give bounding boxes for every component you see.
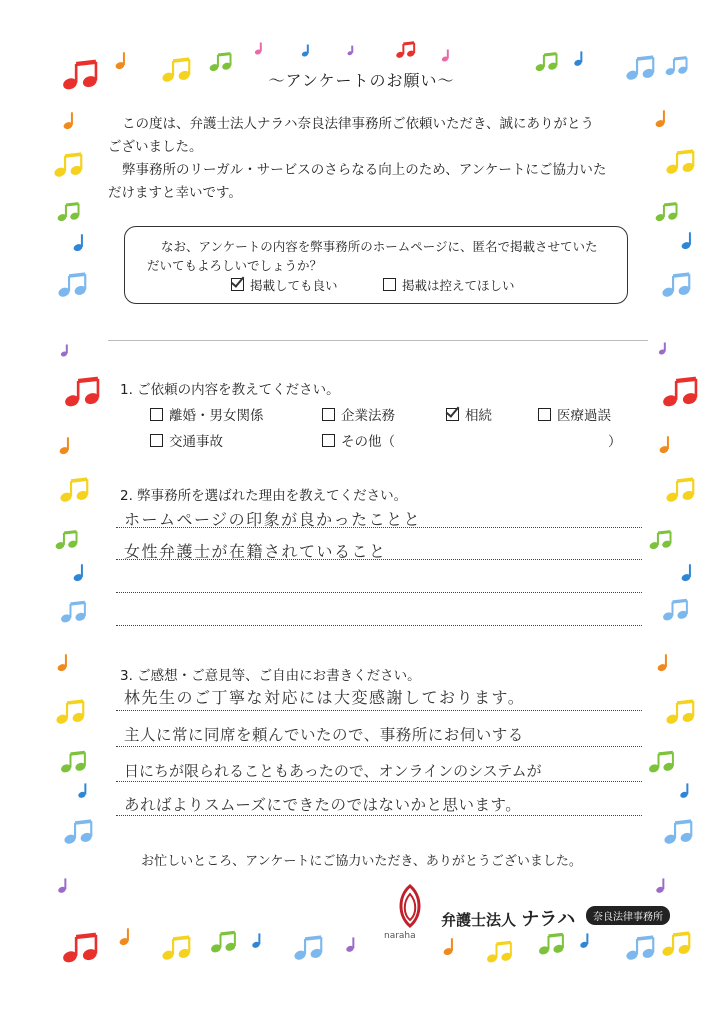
beamed-note-icon xyxy=(662,379,699,408)
q1-other-close-paren: ） xyxy=(608,434,622,450)
intro-line-3: 弊事務所のリーガル・サービスのさらなる向上のため、アンケートにご協力いた xyxy=(122,162,607,178)
firm-badge: 奈良法律事務所 xyxy=(586,906,670,925)
beamed-note-icon xyxy=(55,532,78,551)
beamed-note-icon xyxy=(55,701,85,725)
consent-option-no[interactable] xyxy=(383,276,515,294)
question-2: 2. 弊事務所を選ばれた理由を教えてください。 xyxy=(120,488,408,504)
naraha-logo-icon xyxy=(392,882,428,930)
consent-option-yes[interactable] xyxy=(231,276,338,294)
q2-answer-line-1: ホームページの印象が良かったことと xyxy=(124,510,422,529)
q1-option-divorce[interactable] xyxy=(150,404,264,424)
beamed-note-icon xyxy=(663,821,693,845)
intro-paragraph xyxy=(108,113,648,205)
beamed-note-icon xyxy=(63,821,93,845)
consent-option-yes-label: 掲載しても良い xyxy=(250,278,338,293)
music-note-icon xyxy=(57,654,68,672)
checkbox[interactable] xyxy=(383,278,396,291)
music-note-icon xyxy=(73,564,84,582)
answer-line xyxy=(116,527,642,528)
beamed-note-icon xyxy=(64,379,101,408)
beamed-note-icon xyxy=(53,154,83,178)
closing-message: お忙しいところ、アンケートにご協力いただき、ありがとうございました。 xyxy=(141,854,582,869)
music-note-icon xyxy=(73,234,84,252)
checkbox[interactable] xyxy=(150,408,163,421)
music-note-icon xyxy=(441,50,449,63)
q1-option-label: 交通事故 xyxy=(169,434,223,450)
answer-line xyxy=(116,710,642,711)
firm-name-main: ナラハ xyxy=(521,909,576,930)
music-note-icon xyxy=(254,43,262,56)
consent-text xyxy=(147,237,617,275)
music-note-icon xyxy=(655,110,666,128)
beamed-note-icon xyxy=(649,532,672,551)
beamed-note-icon xyxy=(625,937,655,961)
beamed-note-icon xyxy=(665,701,695,725)
music-note-icon xyxy=(57,878,66,893)
q1-option-label: 企業法務 xyxy=(341,408,395,424)
checkbox[interactable] xyxy=(322,408,335,421)
music-note-icon xyxy=(655,878,664,893)
checkbox[interactable] xyxy=(150,434,163,447)
music-note-icon xyxy=(345,937,354,952)
beamed-note-icon xyxy=(57,204,80,223)
q1-option-medical[interactable] xyxy=(538,404,611,424)
beamed-note-icon xyxy=(210,932,237,953)
music-note-icon xyxy=(658,343,666,356)
answer-line xyxy=(116,625,642,626)
beamed-note-icon xyxy=(648,752,675,773)
music-note-icon xyxy=(573,51,582,66)
music-note-icon xyxy=(301,45,309,58)
beamed-note-icon xyxy=(655,204,678,223)
intro-line-2: ございました。 xyxy=(108,139,203,155)
beamed-note-icon xyxy=(661,274,691,298)
q3-answer-line-1: 林先生のご丁寧な対応には大変感謝しております。 xyxy=(124,688,526,707)
music-note-icon xyxy=(251,933,260,948)
q1-option-traffic[interactable] xyxy=(150,430,223,450)
divider xyxy=(108,340,648,341)
beamed-note-icon xyxy=(661,933,691,957)
answer-line xyxy=(116,746,642,747)
answer-line xyxy=(116,559,642,560)
music-note-icon xyxy=(59,437,70,455)
beamed-note-icon xyxy=(60,602,87,623)
beamed-note-icon xyxy=(57,274,87,298)
checkbox[interactable] xyxy=(538,408,551,421)
music-note-icon xyxy=(63,112,74,130)
answer-line xyxy=(116,815,642,816)
q1-option-label: 医療過誤 xyxy=(557,408,611,424)
music-note-icon xyxy=(77,783,86,798)
firm-name xyxy=(441,905,575,931)
consent-option-no-label: 掲載は控えてほしい xyxy=(402,278,515,293)
beamed-note-icon xyxy=(665,151,695,175)
answer-line xyxy=(116,781,642,782)
q1-option-corporate[interactable] xyxy=(322,404,395,424)
beamed-note-icon xyxy=(62,935,99,964)
q2-answer-line-2: 女性弁護士が在籍されていること xyxy=(124,542,387,561)
checkbox-checked[interactable] xyxy=(446,408,459,421)
q1-option-inheritance[interactable] xyxy=(446,404,492,424)
checkbox-checked[interactable] xyxy=(231,278,244,291)
answer-line xyxy=(116,592,642,593)
question-3: 3. ご感想・ご意見等、ご自由にお書きください。 xyxy=(120,668,421,684)
question-1: 1. ご依頼の内容を教えてください。 xyxy=(120,382,340,398)
beamed-note-icon xyxy=(662,600,689,621)
beamed-note-icon xyxy=(60,752,87,773)
q3-answer-line-4: あればよりスムーズにできたのではないかと思います。 xyxy=(124,796,522,814)
consent-text-line-2: だいてもよろしいでしょうか？ xyxy=(147,258,323,273)
checkbox[interactable] xyxy=(322,434,335,447)
consent-box xyxy=(124,226,628,304)
beamed-note-icon xyxy=(161,937,191,961)
intro-line-4: だけますと幸いです。 xyxy=(108,185,242,201)
music-note-icon xyxy=(347,46,353,56)
beamed-note-icon xyxy=(538,934,565,955)
music-note-icon xyxy=(119,928,130,946)
beamed-note-icon xyxy=(665,479,695,503)
consent-text-line-1: なお、アンケートの内容を弊事務所のホームページに、匿名で掲載させていた xyxy=(161,239,598,254)
music-note-icon xyxy=(443,938,454,956)
logo-mark-text: naraha xyxy=(384,931,416,941)
q1-option-label: 相続 xyxy=(465,408,492,424)
music-note-icon xyxy=(681,564,692,582)
q3-answer-line-2: 主人に常に同席を頼んでいたので、事務所にお伺いする xyxy=(124,726,524,744)
beamed-note-icon xyxy=(59,479,89,503)
music-note-icon xyxy=(681,232,692,250)
q1-option-label: 離婚・男女関係 xyxy=(169,408,264,424)
beamed-note-icon xyxy=(395,43,415,59)
q3-answer-line-3: 日にちが限られることもあったので、オンラインのシステムが xyxy=(124,762,542,780)
q1-option-label: その他（ xyxy=(341,434,395,450)
firm-name-prefix: 弁護士法人 xyxy=(441,911,517,929)
music-note-icon xyxy=(657,654,668,672)
music-note-icon xyxy=(579,933,588,948)
music-note-icon xyxy=(60,345,68,358)
page-title: ～アンケートのお願い～ xyxy=(268,71,455,90)
beamed-note-icon xyxy=(293,937,323,961)
music-note-icon xyxy=(679,783,688,798)
q1-option-other[interactable] xyxy=(322,430,395,450)
music-note-icon xyxy=(659,436,670,454)
beamed-note-icon xyxy=(486,942,513,963)
intro-line-1: この度は、弁護士法人ナラハ奈良法律事務所ご依頼いただき、誠にありがとう xyxy=(122,116,594,132)
